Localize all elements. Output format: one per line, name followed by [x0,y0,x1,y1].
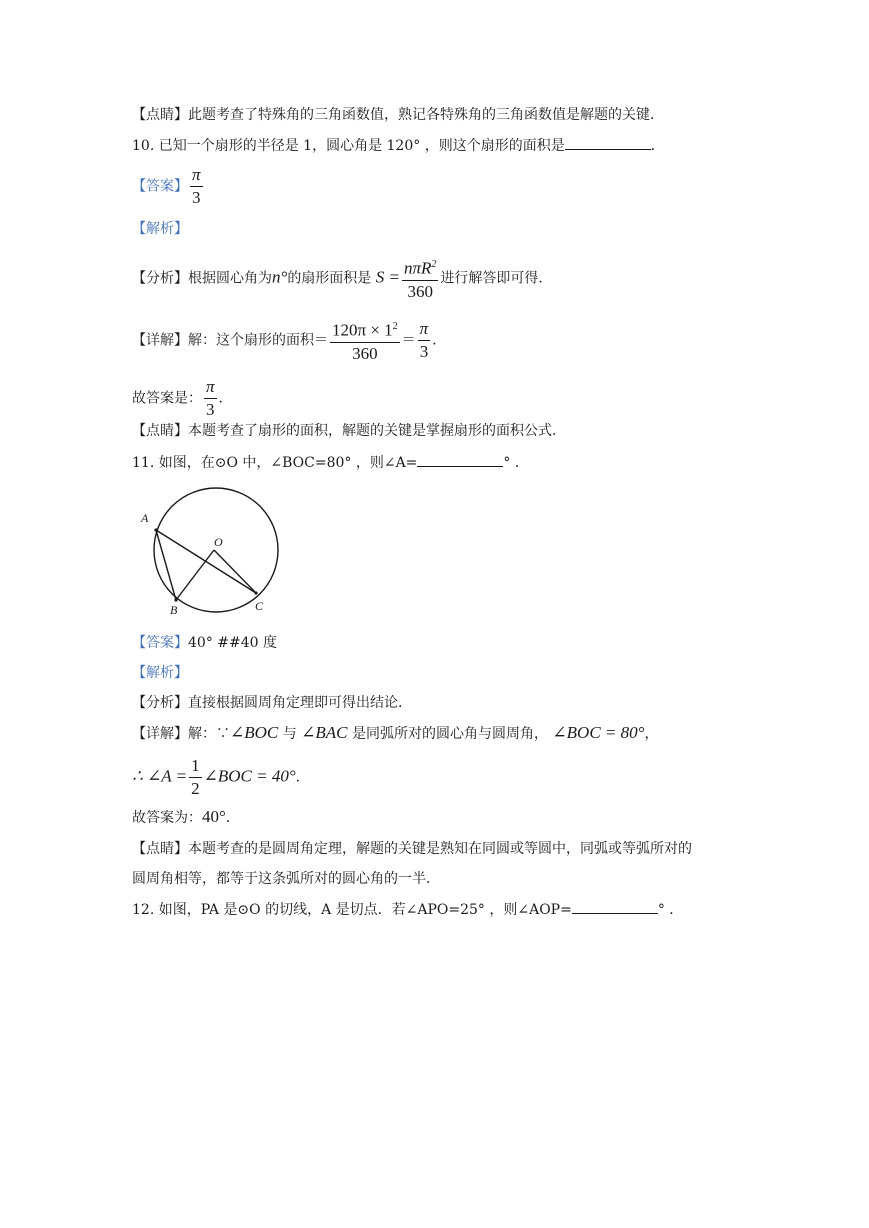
half-numerator: 1 [189,757,202,778]
answer-text: 40° ##40 度 [188,635,277,651]
radius-oc [214,550,256,593]
point-c [254,591,257,594]
answer-fraction [190,166,203,207]
therefore-result: ∠BOC = 40° [203,766,296,786]
half-fraction [189,757,202,798]
detail-equals: ＝ [401,332,416,349]
detail-exponent: 2 [392,321,398,332]
formula-s: S = [375,267,400,287]
final-end: ． [225,810,240,826]
detail-tag: 【详解】 [132,332,188,349]
q11-therefore [132,757,310,798]
point-b [174,598,177,601]
final-value: 40° [202,807,226,826]
q12-question [132,899,683,920]
q11-comment-line-1: 【点睛】本题考查的是圆周角定理，解题的关键是熟知在同圆或等圆中，同弧或等弧所对的 [132,841,692,857]
q11-question [132,452,529,473]
q11-jiexi-tag: 【解析】 [132,665,188,681]
q10-analysis [132,256,552,301]
detail-numerator: 120π × 1 [332,320,393,340]
q11-comment-line-2: 圆周角相等，都等于这条弧所对的圆心角的一半． [132,871,440,887]
q10-jiexi-tag: 【解析】 [132,221,188,237]
label-a: A [141,511,149,525]
fraction-denominator: 3 [192,188,201,207]
result-numerator: π [418,320,431,341]
q11-question-text: 11. 如图，在⊙O 中，∠BOC=80° ，则∠A= [132,455,418,471]
analysis-text: 的扇形面积是 [287,270,372,287]
final-numerator: π [204,378,217,399]
angle-boc-value: ∠BOC = 80° [552,723,645,742]
q10-answer-blank [565,135,651,150]
answer-tag: 【答案】 [132,635,188,651]
answer-tag: 【答案】 [132,178,188,195]
label-o: O [214,535,223,549]
q10-final [132,378,233,419]
q11-detail [132,723,658,744]
formula-denominator: 360 [407,281,433,301]
q10-question-text: 10. 已知一个扇形的半径是 1，圆心角是 120° ，则这个扇形的面积是 [132,138,565,154]
angle-bac: ∠BAC [301,723,348,742]
detail-text: 是同弧所对的圆心角与圆周角， [351,726,548,742]
final-fraction [204,378,217,419]
half-denominator: 2 [191,779,200,798]
q10-question [132,135,665,156]
q11-answer-blank [417,452,503,467]
result-denominator: 3 [419,341,429,361]
q10-comment: 【点睛】本题考查了扇形的面积，解题的关键是掌握扇形的面积公式． [132,423,566,439]
fraction-numerator: π [190,166,203,187]
final-text: 故答案是： [132,390,202,407]
therefore-end: ． [295,769,310,786]
detail-tag: 【详解】 [132,726,188,742]
final-text: 故答案为： [132,810,202,826]
detail-result-fraction [418,320,431,361]
label-c: C [255,599,264,613]
q12-question-text: 12. 如图，PA 是⊙O 的切线，A 是切点．若∠APO=25° ，则∠AOP= [132,902,572,918]
formula-numerator: nπR [404,258,432,278]
q10-answer [132,166,205,207]
q11-final [132,807,240,828]
sector-area-formula [402,256,438,301]
q10-question-suffix: ． [650,138,665,154]
therefore-angle-a: ∴ ∠A = [132,766,188,786]
circle-diagram [134,480,284,620]
detail-text: 解：这个扇形的面积＝ [188,332,328,349]
final-end: ． [218,390,233,407]
detail-text: 与 [282,726,297,742]
q11-analysis: 【分析】直接根据圆周角定理即可得出结论． [132,695,412,711]
formula-exponent: 2 [431,259,437,270]
detail-fraction [330,318,400,363]
q10-detail [132,318,446,363]
label-b: B [170,603,178,617]
detail-end: ． [432,332,447,349]
point-a [154,528,157,531]
radius-ob [176,550,214,600]
final-denominator: 3 [206,400,215,419]
circle-o [154,488,278,612]
detail-denominator: 360 [352,343,378,363]
detail-text: ， [644,726,659,742]
analysis-text: 根据圆心角为 [188,270,272,287]
q12-answer-blank [572,899,658,914]
angle-boc: ∠BOC [230,723,279,742]
q11-answer [132,633,277,653]
analysis-tag: 【分析】 [132,270,188,287]
detail-text: 解：∵ [188,726,230,742]
q9-comment: 【点睛】此题考查了特殊角的三角函数值，熟记各特殊角的三角函数值是解题的关键． [132,107,664,123]
q11-question-suffix: ° ． [503,455,529,471]
q12-question-suffix: ° ． [657,902,684,918]
analysis-text: 进行解答即可得． [440,270,553,287]
analysis-n: n° [272,267,288,287]
